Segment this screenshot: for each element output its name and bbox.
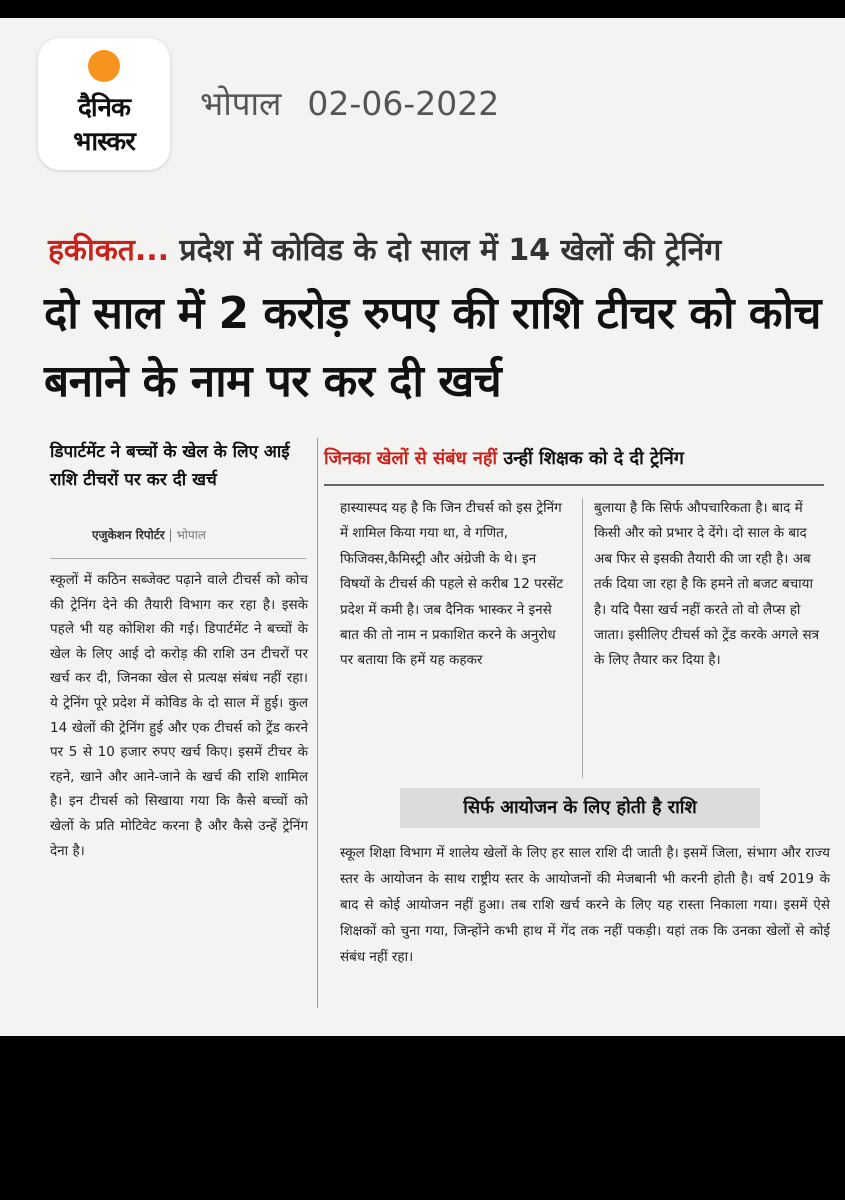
kicker bbox=[48, 228, 721, 269]
section-heading: सिर्फ आयोजन के लिए होती है राशि bbox=[400, 788, 760, 828]
section-body-text: स्कूल शिक्षा विभाग में शालेय खेलों के लिए हर साल राशि दी जाती है। इसमें जिला, संभाग और राज्य स्तर के आयोजन के साथ राष्ट्रीय स्तर के आयोजनों की मेजबानी भी करनी होती है। वर्ष 2019 के बाद से कोई आयोजन नहीं हुआ। तब राशि खर्च करने के लिए यह रास्ता निकाला गया। इसमें ऐसे शिक्षकों को चुना गया, जिन्होंने कभी हाथ में गेंद तक नहीं पकड़ी। यहां तक कि उनका खेलों से कोई संबंध नहीं रहा। bbox=[340, 845, 830, 965]
logo-line2: भास्कर bbox=[73, 127, 135, 157]
city: भोपाल bbox=[200, 84, 282, 123]
newspaper-clipping bbox=[0, 18, 845, 1036]
logo-line1: दैनिक bbox=[78, 93, 130, 123]
headline: दो साल में 2 करोड़ रुपए की राशि टीचर को कोच बनाने के नाम पर कर दी खर्च bbox=[44, 288, 821, 407]
dateline bbox=[200, 80, 499, 125]
banner-rest: उन्हीं शिक्षक को दे दी ट्रेनिंग bbox=[497, 448, 684, 469]
bottom-black-area bbox=[0, 1036, 845, 1200]
kicker-red: हकीकत... bbox=[48, 233, 170, 268]
byline-reporter: एजुकेशन रिपोर्टर bbox=[92, 528, 165, 542]
column-divider bbox=[582, 498, 583, 778]
divider bbox=[50, 558, 306, 559]
right-column-2-text: बुलाया है कि सिर्फ औपचारिकता है। बाद में किसी और को प्रभार दे देंगे। दो साल के बाद अब फिर से इसकी तैयारी की जा रही है। अब तर्क दिया जा रहा है कि हमने तो बजट बचाया है। यदि पैसा खर्च नहीं करते तो वो लैप्स हो जाता। इसीलिए टीचर्स को ट्रेंड करके अगले सत्र के लिए तैयार कर दिया है। bbox=[594, 500, 820, 669]
divider bbox=[324, 484, 824, 486]
sun-logo-icon bbox=[88, 50, 120, 82]
subheadline: डिपार्टमेंट ने बच्चों के खेल के लिए आई राशि टीचरों पर कर दी खर्च bbox=[50, 442, 290, 490]
byline bbox=[92, 526, 206, 543]
banner-red: जिनका खेलों से संबंध नहीं bbox=[324, 448, 498, 469]
top-black-bar bbox=[0, 0, 845, 18]
kicker-rest: प्रदेश में कोविड के दो साल में 14 खेलों की ट्रेनिंग bbox=[169, 233, 722, 268]
right-banner bbox=[324, 446, 824, 470]
left-column-text: स्कूलों में कठिन सब्जेक्ट पढ़ाने वाले टीचर्स को कोच की ट्रेनिंग देने की तैयारी विभाग कर रहा है। इसके पहले भी यह कोशिश की गई। डिपार्टमेंट ने बच्चों के खेल के लिए आई दो करोड़ की राशि उन टीचरों पर खर्च कर दी, जिनका खेल से प्रत्यक्ष संबंध नहीं रहा। ये ट्रेनिंग पूरे प्रदेश में कोविड के दो साल में हुई। कुल 14 खेलों की ट्रेनिंग हुई और एक टीचर्स को ट्रेंड करने पर 5 से 10 हजार रुपए खर्च किए। इसमें टीचर के रहने, खाने और आने-जाने के खर्च की राशि शामिल है। इन टीचर्स को सिखाया गया कि कैसे बच्चों को खेलों के प्रति मोटिवेट करना है और कैसे उन्हें ट्रेनिंग देना है। bbox=[50, 572, 308, 859]
column-divider bbox=[317, 438, 318, 1008]
byline-city: | भोपाल bbox=[164, 528, 206, 542]
right-column-1-text: हास्यास्पद यह है कि जिन टीचर्स को इस ट्रेनिंग में शामिल किया गया था, वे गणित, फिजिक्स,कैमिस्ट्री और अंग्रेजी के थे। इन विषयों के टीचर्स की पहले से करीब 12 परसेंट प्रदेश में कमी है। जब दैनिक भास्कर ने इनसे बात की तो नाम न प्रकाशित करने के अनुरोध पर बताया कि हमें यह कहकर bbox=[340, 500, 564, 669]
date: 02-06-2022 bbox=[307, 84, 500, 123]
dainik-bhaskar-logo bbox=[38, 38, 170, 170]
